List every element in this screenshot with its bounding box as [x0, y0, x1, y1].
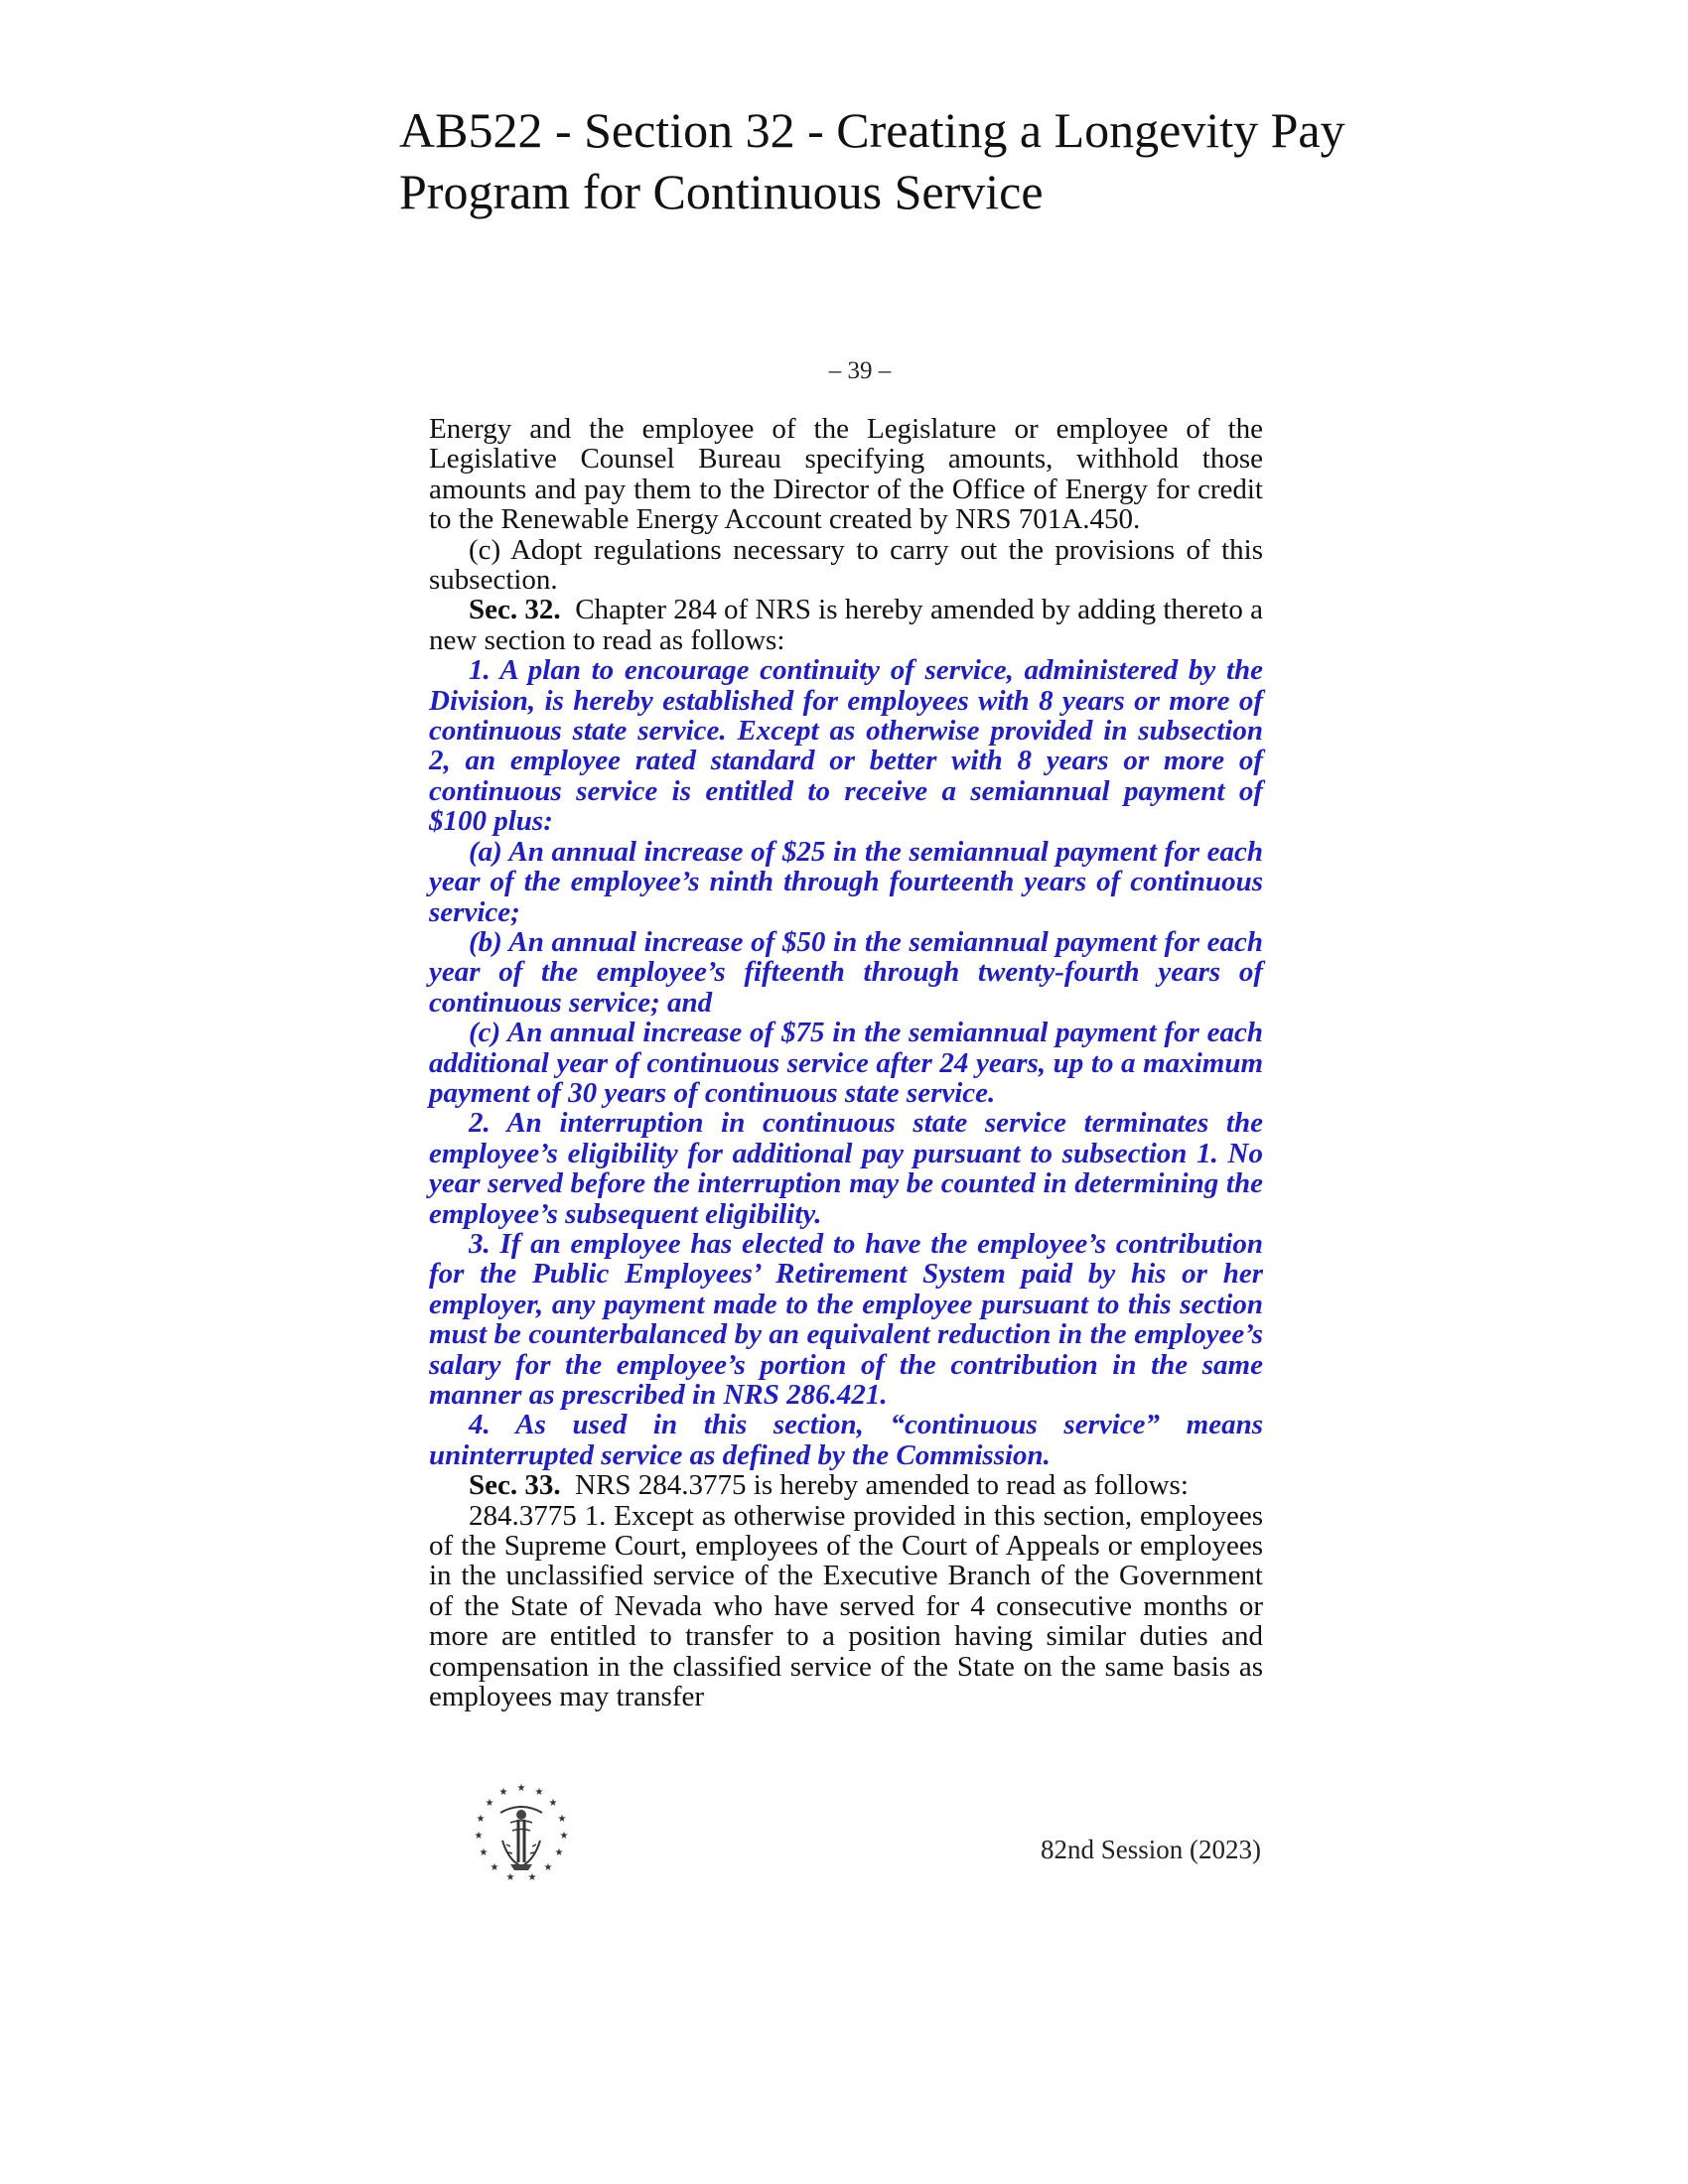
- new-subsection-1c: (c) An annual increase of $75 in the semiannual payment for each additional year of continuous service after 24 years, up to a maximum payment of 30 years of continuous state service.: [429, 1017, 1263, 1109]
- svg-text:★: ★: [476, 1814, 486, 1825]
- svg-text:★: ★: [498, 1787, 508, 1798]
- document-title: AB522 - Section 32 - Creating a Longevity Pay Program for Continuous Service: [399, 102, 1345, 219]
- svg-text:★: ★: [557, 1814, 567, 1825]
- new-subsection-1: 1. A plan to encourage continuity of service, administered by the Division, is hereby established for employees with 8 years or more of continuous state service. Except as otherwise provided in subsection 2, an employee rated standard or better with 8 years or more of continuous service is entitled to receive a semiannual payment of $100 plus:: [429, 654, 1263, 838]
- bill-text: [429, 414, 1263, 1711]
- svg-text:★: ★: [554, 1847, 564, 1858]
- nevada-state-seal-icon: [467, 1779, 576, 1888]
- new-subsection-3: 3. If an employee has elected to have the employee’s contribution for the Public Employees’ Retirement System paid by his or her employer, any payment made to the employee pursuant to this section must be counterbalanced by an equivalent reduction in the employee’s salary for the employee’s portion of the contribution in the same manner as prescribed in NRS 286.421.: [429, 1227, 1263, 1411]
- page-number: – 39 –: [828, 357, 892, 384]
- new-subsection-2: 2. An interruption in continuous state service terminates the employee’s eligibility for additional pay pursuant to subsection 1. No year served before the interruption may be counted in determining the employee’s subsequent eligibility.: [429, 1107, 1263, 1230]
- section-33-text: NRS 284.3775 is hereby amended to read as follows:: [575, 1469, 1189, 1502]
- new-subsection-1b: (b) An annual increase of $50 in the semiannual payment for each year of the employee’s fifteenth through twenty-fourth years of continuous service; and: [429, 925, 1263, 1019]
- svg-text:★: ★: [490, 1862, 499, 1873]
- svg-text:★: ★: [516, 1783, 526, 1794]
- paragraph-continued: Energy and the employee of the Legislature or employee of the Legislative Counsel Bureau specifying amounts, withhold those amounts and pay them to the Director of the Office of Energy for credit to the Renewable Energy Account created by NRS 701A.450.: [429, 413, 1263, 536]
- svg-text:★: ★: [559, 1831, 569, 1842]
- section-32-label: Sec. 32.: [469, 594, 561, 626]
- svg-text:★: ★: [505, 1872, 515, 1883]
- paragraph-c-regulations: (c) Adopt regulations necessary to carry out the provisions of this subsection.: [429, 533, 1263, 597]
- new-subsection-1a: (a) An annual increase of $25 in the semiannual payment for each year of the employee’s ninth through fourteenth years of continuous service;: [429, 835, 1263, 928]
- svg-text:★: ★: [543, 1862, 553, 1873]
- section-33-intro: [429, 1470, 1263, 1500]
- section-32-text: Chapter 284 of NRS is hereby amended by adding thereto a new section to read as follows:: [429, 594, 1264, 656]
- new-subsection-4: 4. As used in this section, “continuous service” means uninterrupted service as defined by the Commission.: [429, 1409, 1263, 1471]
- section-32-intro: [429, 595, 1263, 655]
- session-label: 82nd Session (2023): [1041, 1835, 1261, 1864]
- nrs-284-3775-text: 284.3775 1. Except as otherwise provided in this section, employees of the Supreme Court, employees of the Court of Appeals or employees in the unclassified service of the Executive Branch of the Government of the State of Nevada who have served for 4 consecutive months or more are entitled to transfer to a position having similar duties and compensation in the classified service of the State on the same basis as employees may transfer: [429, 1499, 1263, 1713]
- svg-text:★: ★: [485, 1798, 494, 1809]
- svg-text:★: ★: [527, 1872, 537, 1883]
- svg-text:★: ★: [479, 1847, 489, 1858]
- svg-text:★: ★: [474, 1831, 484, 1842]
- section-33-label: Sec. 33.: [469, 1469, 561, 1502]
- svg-text:★: ★: [534, 1787, 544, 1798]
- svg-text:★: ★: [548, 1798, 558, 1809]
